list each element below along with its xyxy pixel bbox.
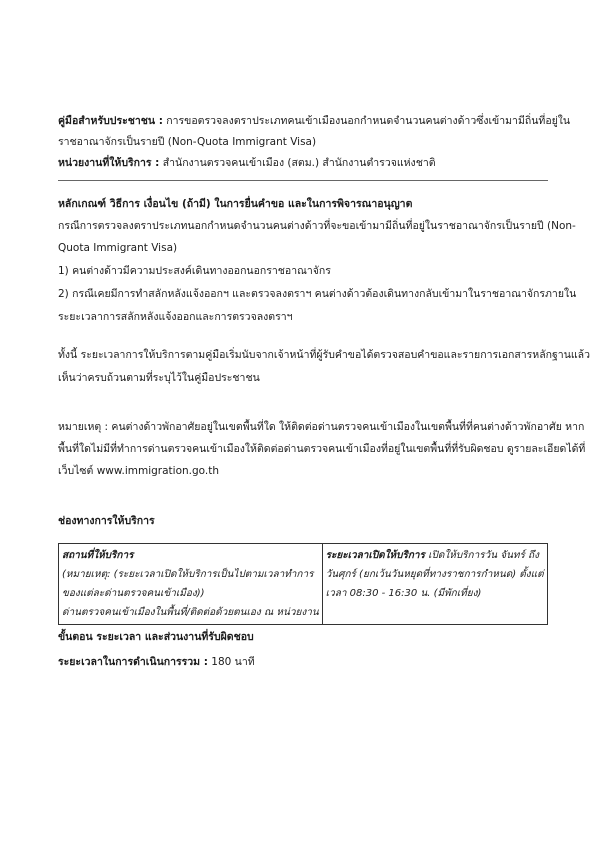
remark-line1: หมายเหตุ : คนต่างด้าวพักอาศัยอยู่ในเขตพื้นที่ใด ให้ติดต่อด่านตรวจคนเข้าเมืองในเขตพื้นที่ที่คนต่างด้าวพักอาศัย หาก <box>58 421 585 433</box>
criteria-intro-line1: กรณีการตรวจลงตราประเภทนอกกำหนดจำนวนคนต่างด้าวที่จะขอเข้ามามีถิ่นที่อยู่ในราชอาณาจักรเป็นรายปี (Non- <box>58 220 576 232</box>
procedure-total-label: ระยะเวลาในการดำเนินการรวม : <box>58 656 208 668</box>
channels-section <box>58 512 548 531</box>
agency-line <box>58 154 548 173</box>
manual-title-text1: การขอตรวจลงตราประเภทคนเข้าเมืองนอกกำหนดจำนวนคนต่างด้าวซึ่งเข้ามามีถิ่นที่อยู่ใน <box>166 115 571 127</box>
agency-label: หน่วยงานที่ให้บริการ : <box>58 157 160 169</box>
remark-section <box>58 418 586 481</box>
hours-line3: เวลา 08:30 - 16:30 น. (มีพักเที่ยง) <box>325 588 482 599</box>
manual-title-line2: ราชอาณาจักรเป็นรายปี (Non-Quota Immigrant Visa) <box>58 136 317 148</box>
manual-label: คู่มือสำหรับประชาชน : <box>58 115 163 127</box>
place-note-line1: (หมายเหตุ: (ระยะเวลาเปิดให้บริการเป็นไปตามเวลาทำการ <box>62 569 314 580</box>
service-channel-table <box>58 543 548 625</box>
remark-line2: พื้นที่ใดไม่มีที่ทำการด่านตรวจคนเข้าเมืองให้ติดต่อด่านตรวจคนเข้าเมืองที่อยู่ในเขตพื้นที่ที่รับผิดชอบ ดูรายละเอียดได้ที่ <box>58 443 586 455</box>
channels-heading: ช่องทางการให้บริการ <box>58 515 155 527</box>
header-divider <box>58 180 548 181</box>
criteria-section <box>58 195 577 327</box>
remark-line3: เว็บไซต์ www.immigration.go.th <box>58 465 220 477</box>
hours-line1 <box>326 546 544 565</box>
criteria-item1: 1) คนต่างด้าวมีความประสงค์เดินทางออกนอกราชอาณาจักร <box>58 265 331 277</box>
agency-value: สำนักงานตรวจคนเข้าเมือง (สตม.) สำนักงานตำรวจแห่งชาติ <box>162 157 436 169</box>
timing-note <box>58 346 590 388</box>
place-note-line2: ของแต่ละด่านตรวจคนเข้าเมือง)) <box>62 588 205 599</box>
procedure-total-value: 180 นาที <box>211 656 255 668</box>
criteria-item2-line1: 2) กรณีเคยมีการทำสลักหลังแจ้งออกฯ และตรวจลงตราฯ คนต่างด้าวต้องเดินทางกลับเข้ามาในราชอาณาจักรภายใน <box>58 288 577 300</box>
procedure-total-line <box>58 653 548 672</box>
procedure-section <box>58 628 548 672</box>
criteria-intro-line2: Quota Immigrant Visa) <box>58 242 178 254</box>
service-place-cell <box>59 544 323 625</box>
service-hours-cell <box>322 544 547 625</box>
hours-line1-text: เปิดให้บริการวัน จันทร์ ถึง <box>428 550 539 561</box>
manual-title-line1 <box>58 112 571 131</box>
timing-note-line2: เห็นว่าครบถ้วนตามที่ระบุไว้ในคู่มือประชาชน <box>58 372 260 384</box>
place-label: สถานที่ให้บริการ <box>62 550 134 561</box>
criteria-heading: หลักเกณฑ์ วิธีการ เงื่อนไข (ถ้ามี) ในการยื่นคำขอ และในการพิจารณาอนุญาต <box>58 198 413 210</box>
hours-label: ระยะเวลาเปิดให้บริการ <box>325 550 425 561</box>
procedure-heading: ขั้นตอน ระยะเวลา และส่วนงานที่รับผิดชอบ <box>58 631 254 643</box>
place-value: ด่านตรวจคนเข้าเมืองในพื้นที่/ติดต่อด้วยตนเอง ณ หน่วยงาน <box>62 607 319 618</box>
timing-note-line1: ทั้งนี้ ระยะเวลาการให้บริการตามคู่มือเริ่มนับจากเจ้าหน้าที่ผู้รับคำขอได้ตรวจสอบคำขอและรายการเอกสารหลักฐานแล้ว <box>58 349 590 361</box>
criteria-item2-line2: ระยะเวลาการสลักหลังแจ้งออกและการตรวจลงตราฯ <box>58 311 293 323</box>
manual-header <box>58 112 571 173</box>
table-row <box>59 544 548 625</box>
hours-line2: วันศุกร์ (ยกเว้นวันหยุดที่ทางราชการกำหนด) ตั้งแต่ <box>325 569 544 580</box>
